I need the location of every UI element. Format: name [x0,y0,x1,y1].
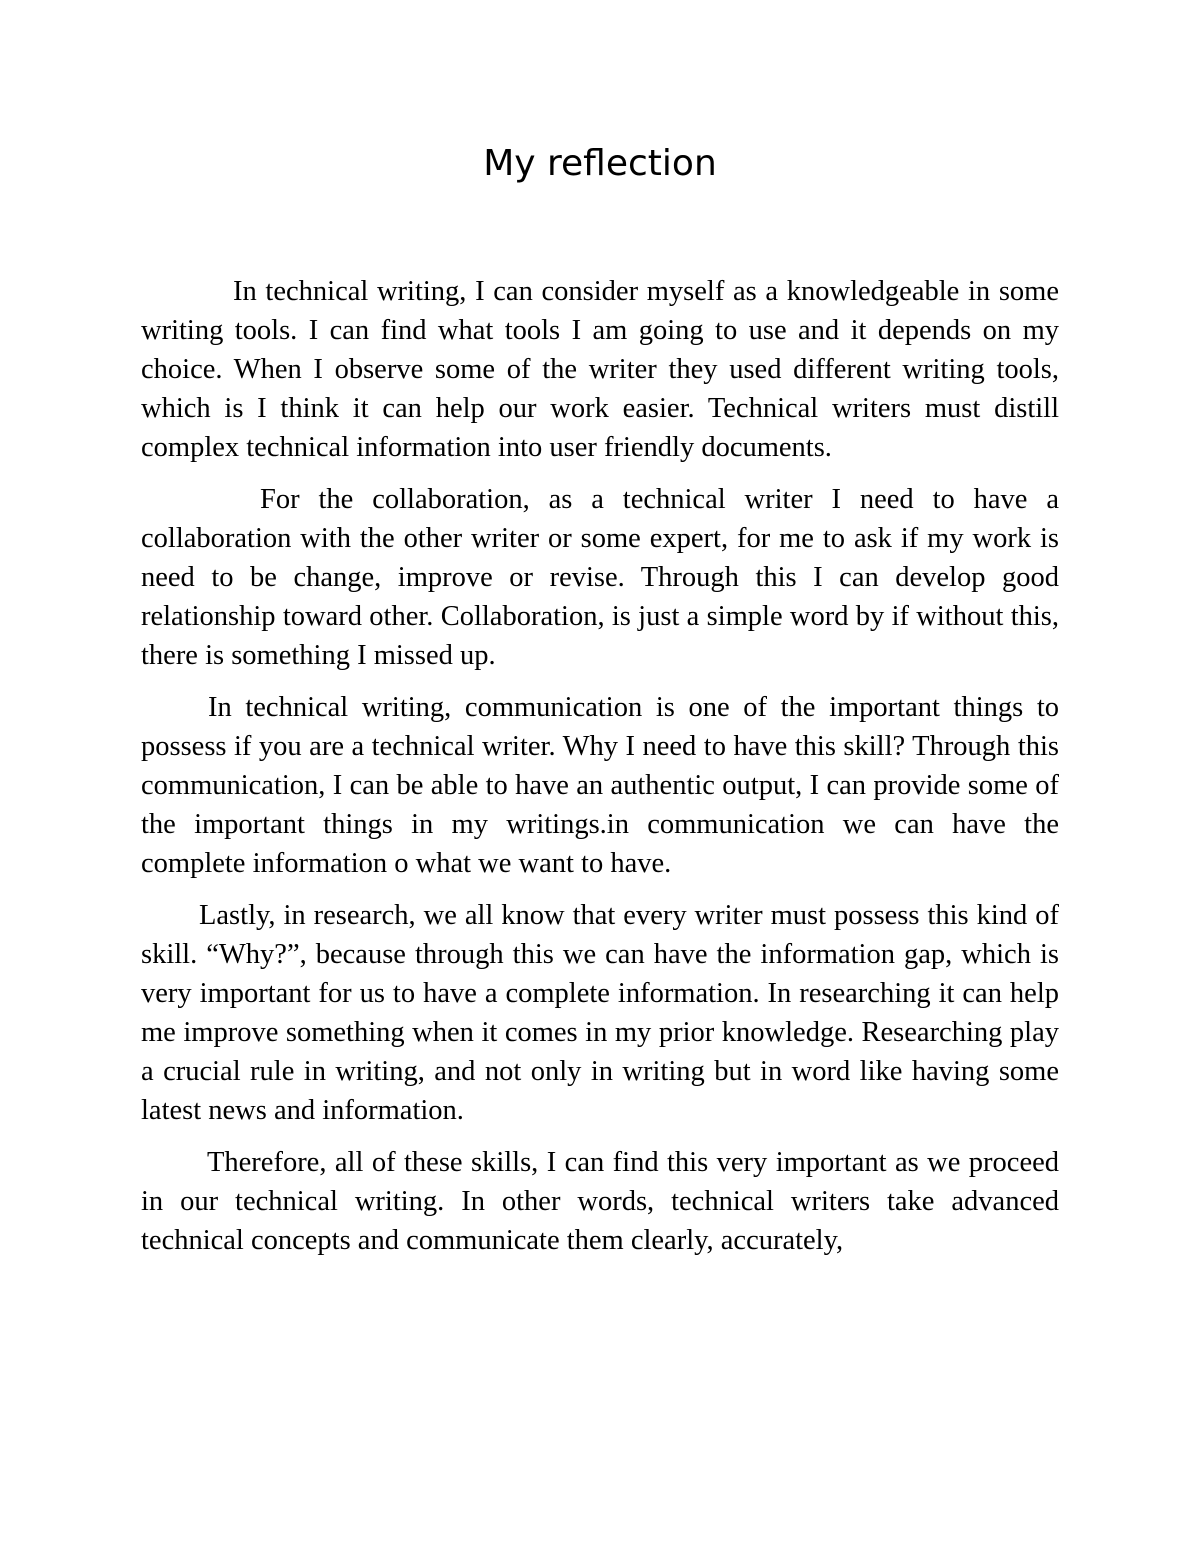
paragraph-research: Lastly, in research, we all know that every writer must possess this kind of skill. “Why?”, because through this we can have the information gap, which is very important for us to have a complete information. In researching it can help me improve something when it comes in my prior knowledge. Researching play a crucial rule in writing, and not only in writing but in word like having some latest news and information. [141,900,1059,1126]
paragraph-communication: In technical writing, communication is one of the important things to possess if you are a technical writer. Why I need to have this skill? Through this communication, I can be able to have an authentic output, I can provide some of the important things in my writings.in communication we can have the complete information o what we want to have. [141,692,1059,879]
page-title: My reflection [483,143,717,184]
document-body [141,272,1059,1273]
paragraph-collaboration: For the collaboration, as a technical writer I need to have a collaboration with the other writer or some expert, for me to ask if my work is need to be change, improve or revise. Through this I can develop good relationship toward other. Collaboration, is just a simple word by if without this, there is something I missed up. [141,484,1059,671]
paragraph-tools: In technical writing, I can consider myself as a knowledgeable in some writing tools. I can find what tools I am going to use and it depends on my choice. When I observe some of the writer they used different writing tools, which is I think it can help our work easier. Technical writers must distill complex technical information into user friendly documents. [141,276,1059,463]
paragraph-conclusion: Therefore, all of these skills, I can find this very important as we proceed in our technical writing. In other words, technical writers take advanced technical concepts and communicate them clearly, accurately, [141,1147,1059,1256]
